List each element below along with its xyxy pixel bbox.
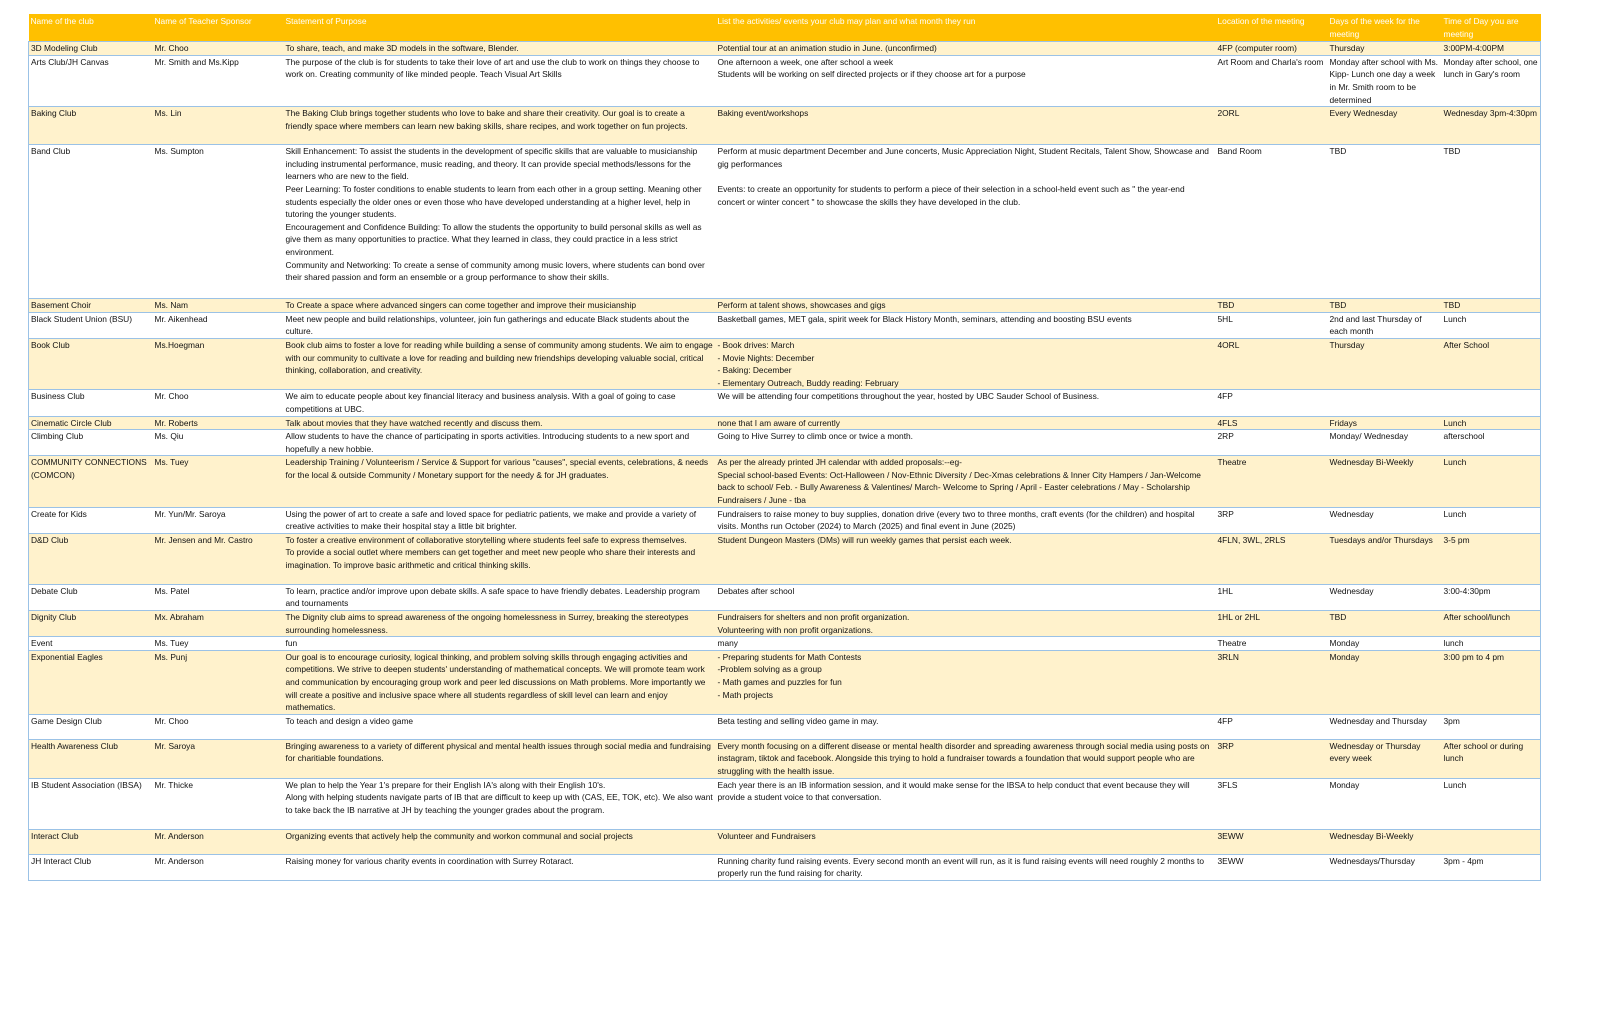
table-row [29, 456, 1541, 507]
purpose-cell: The purpose of the club is for students to take their love of art and use the club to work on things they choose to work on. Creating community of like minded people. Teach Visual Art Skills [284, 55, 716, 106]
days-cell: Every Wednesday [1328, 107, 1442, 145]
days-cell: Wednesday and Thursday [1328, 714, 1442, 739]
purpose-cell: Skill Enhancement: To assist the students in the development of specific skills that are valuable to musicianship including instrumental performance, music reading, and theory. It can provide special methods/lessons for the learners who are new to the field. Peer Learning: To foster conditions to enable students to learn from each other in a group setting. Meaning other students especially the older ones or even those who have developed understanding at a higher level, help in tutoring the younger students. Encouragement and Confidence Building: To allow the students the opportunity to build personal skills as well as give them as many opportunities to practice. What they learned in class, they could practice in a less strict environment. Community and Networking: To create a sense of community among music lovers, where students can bond over their shared passion and form an ensemble or a group performance to show their skills. [284, 145, 716, 299]
purpose-cell: fun [284, 637, 716, 651]
location-cell: Art Room and Charla's room [1216, 55, 1328, 106]
days-cell: Wednesday [1328, 507, 1442, 533]
activities-cell: Baking event/workshops [716, 107, 1216, 145]
purpose-cell: To foster a creative environment of collaborative storytelling where students feel safe to express themselves. To provide a social outlet where members can get together and meet new people who share their interests and imagination. To improve basic arithmetic and critical thinking skills. [284, 533, 716, 584]
table-row [29, 416, 1541, 430]
activities-cell: Fundraisers for shelters and non profit organization. Volunteering with non profit organizations. [716, 611, 1216, 637]
teacher-sponsor-cell: Mr. Jensen and Mr. Castro [153, 533, 284, 584]
table-row [29, 778, 1541, 829]
days-cell: Monday after school with Ms. Kipp- Lunch one day a week in Mr. Smith room to be determined [1328, 55, 1442, 106]
club-name-cell: Baking Club [29, 107, 153, 145]
days-cell: Thursday [1328, 338, 1442, 389]
purpose-cell: The Baking Club brings together students who love to bake and share their creativity. Our goal is to create a friendly space where members can learn new baking skills, share recipes, and work together on fun projects. [284, 107, 716, 145]
club-name-cell: Health Awareness Club [29, 739, 153, 778]
time-cell: After school or during lunch [1442, 739, 1541, 778]
time-cell: Lunch [1442, 507, 1541, 533]
header-statement-of-purpose: Statement of Purpose [284, 14, 716, 42]
purpose-cell: Raising money for various charity events in coordination with Surrey Rotaract. [284, 854, 716, 880]
club-name-cell: 3D Modeling Club [29, 42, 153, 56]
location-cell: 3RLN [1216, 650, 1328, 714]
activities-cell: Debates after school [716, 584, 1216, 610]
days-cell: Wednesday Bi-Weekly [1328, 829, 1442, 854]
time-cell: 3:00PM-4:00PM [1442, 42, 1541, 56]
purpose-cell: Leadership Training / Volunteerism / Service & Support for various "causes", special events, celebrations, & needs for the local & outside Community / Monetary support for the needy & for JH graduates. [284, 456, 716, 507]
teacher-sponsor-cell: Ms. Sumpton [153, 145, 284, 299]
table-row [29, 430, 1541, 456]
location-cell: 4FLN, 3WL, 2RLS [1216, 533, 1328, 584]
club-name-cell: Book Club [29, 338, 153, 389]
activities-cell: Student Dungeon Masters (DMs) will run weekly games that persist each week. [716, 533, 1216, 584]
location-cell: 3EWW [1216, 854, 1328, 880]
location-cell: 2RP [1216, 430, 1328, 456]
teacher-sponsor-cell: Mr. Anderson [153, 829, 284, 854]
time-cell: 3:00 pm to 4 pm [1442, 650, 1541, 714]
days-cell: Fridays [1328, 416, 1442, 430]
time-cell: 3pm [1442, 714, 1541, 739]
teacher-sponsor-cell: Ms. Tuey [153, 456, 284, 507]
teacher-sponsor-cell: Mr. Thicke [153, 778, 284, 829]
purpose-cell: We aim to educate people about key financial literacy and business analysis. With a goal of going to case competitions at UBC. [284, 390, 716, 416]
teacher-sponsor-cell: Ms. Lin [153, 107, 284, 145]
header-activities: List the activities/ events your club may plan and what month they run [716, 14, 1216, 42]
time-cell [1442, 390, 1541, 416]
teacher-sponsor-cell: Ms. Patel [153, 584, 284, 610]
purpose-cell: Bringing awareness to a variety of different physical and mental health issues through social media and fundraising for charitiable foundations. [284, 739, 716, 778]
club-name-cell: Arts Club/JH Canvas [29, 55, 153, 106]
table-row [29, 533, 1541, 584]
time-cell: 3:00-4:30pm [1442, 584, 1541, 610]
club-name-cell: Black Student Union (BSU) [29, 312, 153, 338]
days-cell: Monday/ Wednesday [1328, 430, 1442, 456]
teacher-sponsor-cell: Ms. Nam [153, 299, 284, 313]
activities-cell: none that I am aware of currently [716, 416, 1216, 430]
table-row [29, 637, 1541, 651]
club-name-cell: Business Club [29, 390, 153, 416]
days-cell: Monday [1328, 637, 1442, 651]
table-row [29, 299, 1541, 313]
days-cell: Tuesdays and/or Thursdays [1328, 533, 1442, 584]
header-time: Time of Day you are meeting [1442, 14, 1541, 42]
time-cell: lunch [1442, 637, 1541, 651]
location-cell: 1HL or 2HL [1216, 611, 1328, 637]
teacher-sponsor-cell: Mr. Yun/Mr. Saroya [153, 507, 284, 533]
club-name-cell: Dignity Club [29, 611, 153, 637]
teacher-sponsor-cell: Mr. Smith and Ms.Kipp [153, 55, 284, 106]
teacher-sponsor-cell: Mr. Anderson [153, 854, 284, 880]
days-cell: Monday [1328, 650, 1442, 714]
location-cell: 1HL [1216, 584, 1328, 610]
days-cell: Wednesdays/Thursday [1328, 854, 1442, 880]
location-cell: 4FP [1216, 714, 1328, 739]
purpose-cell: Using the power of art to create a safe and loved space for pediatric patients, we make and provide a variety of creative activities to make their hospital stay a little bit brighter. [284, 507, 716, 533]
table-row [29, 714, 1541, 739]
clubs-table [28, 14, 1541, 881]
club-name-cell: IB Student Association (IBSA) [29, 778, 153, 829]
days-cell: Wednesday or Thursday every week [1328, 739, 1442, 778]
location-cell: 3RP [1216, 739, 1328, 778]
location-cell: Theatre [1216, 637, 1328, 651]
club-name-cell: D&D Club [29, 533, 153, 584]
location-cell: Band Room [1216, 145, 1328, 299]
club-name-cell: Band Club [29, 145, 153, 299]
teacher-sponsor-cell: Mr. Choo [153, 42, 284, 56]
table-row [29, 739, 1541, 778]
header-row [29, 14, 1541, 42]
activities-cell: Perform at music department December and June concerts, Music Appreciation Night, Student Recitals, Talent Show, Showcase and gig performances Events: to create an opportunity for students to perform a piece of their selection in a school-held event such as " the year-end concert or winter concert " to showcase the skills they have developed in the club. [716, 145, 1216, 299]
days-cell: 2nd and last Thursday of each month [1328, 312, 1442, 338]
club-name-cell: Exponential Eagles [29, 650, 153, 714]
time-cell: Lunch [1442, 778, 1541, 829]
purpose-cell: Meet new people and build relationships, volunteer, join fun gatherings and educate Black students about the culture. [284, 312, 716, 338]
location-cell: 5HL [1216, 312, 1328, 338]
activities-cell: Running charity fund raising events. Every second month an event will run, as it is fund raising events will need roughly 2 months to properly run the fund raising for charity. [716, 854, 1216, 880]
time-cell: Lunch [1442, 312, 1541, 338]
activities-cell: We will be attending four competitions throughout the year, hosted by UBC Sauder School of Business. [716, 390, 1216, 416]
club-name-cell: Cinematic Circle Club [29, 416, 153, 430]
days-cell [1328, 390, 1442, 416]
teacher-sponsor-cell: Mr. Roberts [153, 416, 284, 430]
days-cell: TBD [1328, 299, 1442, 313]
time-cell: Lunch [1442, 416, 1541, 430]
teacher-sponsor-cell: Mr. Saroya [153, 739, 284, 778]
time-cell: 3-5 pm [1442, 533, 1541, 584]
activities-cell: Potential tour at an animation studio in June. (unconfirmed) [716, 42, 1216, 56]
club-name-cell: Event [29, 637, 153, 651]
activities-cell: Every month focusing on a different disease or mental health disorder and spreading awareness through social media using posts on instagram, tiktok and facebook. Alongside this trying to hold a fundraiser towards a foundation that would support people who are struggling with the health issue. [716, 739, 1216, 778]
time-cell: Monday after school, one lunch in Gary's room [1442, 55, 1541, 106]
activities-cell: Volunteer and Fundraisers [716, 829, 1216, 854]
days-cell: Wednesday [1328, 584, 1442, 610]
table-row [29, 584, 1541, 610]
teacher-sponsor-cell: Mx. Abraham [153, 611, 284, 637]
time-cell: Lunch [1442, 456, 1541, 507]
location-cell: TBD [1216, 299, 1328, 313]
activities-cell: Each year there is an IB information session, and it would make sense for the IBSA to help conduct that event because they will provide a student voice to that conversation. [716, 778, 1216, 829]
purpose-cell: Our goal is to encourage curiosity, logical thinking, and problem solving skills through engaging activities and competitions. We strive to deepen students' understanding of mathematical concepts. We will promote team work and communication by encouraging group work and peer led discussions on Math problems. More importantly we will create a positive and inclusive space where all students regardless of skill level can learn and enjoy mathematics. [284, 650, 716, 714]
purpose-cell: Book club aims to foster a love for reading while building a sense of community among students. We aim to engage with our community to cultivate a love for reading and building new friendships developing valuable social, critical thinking, collaboration, and creativity. [284, 338, 716, 389]
activities-cell: Going to Hive Surrey to climb once or twice a month. [716, 430, 1216, 456]
club-name-cell: Basement Choir [29, 299, 153, 313]
location-cell: 4FP [1216, 390, 1328, 416]
activities-cell: As per the already printed JH calendar with added proposals:--eg- Special school-based Events: Oct-Halloween / Nov-Ethnic Diversity / Dec-Xmas celebrations & Inner City Hampers / Jan-Welcome back to school/ Feb. - Bully Awareness & Valentines/ March- Welcome to Spring / April - Easter celebrations / May - Scholarship Fundraisers / June - tba [716, 456, 1216, 507]
header-teacher-sponsor: Name of Teacher Sponsor [153, 14, 284, 42]
teacher-sponsor-cell: Mr. Aikenhead [153, 312, 284, 338]
teacher-sponsor-cell: Ms. Tuey [153, 637, 284, 651]
teacher-sponsor-cell: Ms. Qiu [153, 430, 284, 456]
time-cell: Wednesday 3pm-4:30pm [1442, 107, 1541, 145]
activities-cell: many [716, 637, 1216, 651]
header-days: Days of the week for the meeting [1328, 14, 1442, 42]
activities-cell: Basketball games, MET gala, spirit week for Black History Month, seminars, attending and boosting BSU events [716, 312, 1216, 338]
location-cell: Theatre [1216, 456, 1328, 507]
purpose-cell: Organizing events that actively help the community and workon communal and social projects [284, 829, 716, 854]
table-row [29, 55, 1541, 106]
time-cell: TBD [1442, 145, 1541, 299]
club-name-cell: JH Interact Club [29, 854, 153, 880]
location-cell: 4ORL [1216, 338, 1328, 389]
table-row [29, 854, 1541, 880]
table-row [29, 42, 1541, 56]
time-cell: afterschool [1442, 430, 1541, 456]
days-cell: Wednesday Bi-Weekly [1328, 456, 1442, 507]
purpose-cell: To learn, practice and/or improve upon debate skills. A safe space to have friendly debates. Leadership program and tournaments [284, 584, 716, 610]
purpose-cell: Allow students to have the chance of participating in sports activities. Introducing students to a new sport and hopefully a new hobbie. [284, 430, 716, 456]
club-name-cell: Game Design Club [29, 714, 153, 739]
table-row [29, 338, 1541, 389]
teacher-sponsor-cell: Mr. Choo [153, 714, 284, 739]
table-row [29, 107, 1541, 145]
days-cell: Thursday [1328, 42, 1442, 56]
purpose-cell: To share, teach, and make 3D models in the software, Blender. [284, 42, 716, 56]
table-row [29, 650, 1541, 714]
location-cell: 3RP [1216, 507, 1328, 533]
time-cell: TBD [1442, 299, 1541, 313]
location-cell: 3EWW [1216, 829, 1328, 854]
club-name-cell: Interact Club [29, 829, 153, 854]
header-location: Location of the meeting [1216, 14, 1328, 42]
club-name-cell: Create for Kids [29, 507, 153, 533]
time-cell [1442, 829, 1541, 854]
time-cell: After school/lunch [1442, 611, 1541, 637]
club-name-cell: COMMUNITY CONNECTIONS (COMCON) [29, 456, 153, 507]
table-row [29, 312, 1541, 338]
table-row [29, 829, 1541, 854]
activities-cell: - Preparing students for Math Contests -Problem solving as a group - Math games and puzzles for fun - Math projects [716, 650, 1216, 714]
table-row [29, 145, 1541, 299]
table-row [29, 507, 1541, 533]
days-cell: Monday [1328, 778, 1442, 829]
table-row [29, 390, 1541, 416]
teacher-sponsor-cell: Mr. Choo [153, 390, 284, 416]
activities-cell: Perform at talent shows, showcases and gigs [716, 299, 1216, 313]
club-name-cell: Climbing Club [29, 430, 153, 456]
purpose-cell: To Create a space where advanced singers can come together and improve their musicianship [284, 299, 716, 313]
purpose-cell: We plan to help the Year 1's prepare for their English IA's along with their English 10's. Along with helping students navigate parts of IB that are difficult to keep up with (CAS, EE, TOK, etc). We also want to take back the IB narrative at JH by teaching the younger grades about the program. [284, 778, 716, 829]
location-cell: 2ORL [1216, 107, 1328, 145]
purpose-cell: Talk about movies that they have watched recently and discuss them. [284, 416, 716, 430]
location-cell: 4FLS [1216, 416, 1328, 430]
time-cell: After School [1442, 338, 1541, 389]
purpose-cell: The Dignity club aims to spread awareness of the ongoing homelessness in Surrey, breaking the stereotypes surrounding homelessness. [284, 611, 716, 637]
activities-cell: Beta testing and selling video game in may. [716, 714, 1216, 739]
club-name-cell: Debate Club [29, 584, 153, 610]
table-body [29, 42, 1541, 881]
activities-cell: Fundraisers to raise money to buy supplies, donation drive (every two to three months, craft events (for the children) and hospital visits. Months run October (2024) to March (2025) and final event in June (2025) [716, 507, 1216, 533]
days-cell: TBD [1328, 145, 1442, 299]
teacher-sponsor-cell: Ms.Hoegman [153, 338, 284, 389]
table-row [29, 611, 1541, 637]
time-cell: 3pm - 4pm [1442, 854, 1541, 880]
activities-cell: - Book drives: March - Movie Nights: December - Baking: December - Elementary Outreach, Buddy reading: February [716, 338, 1216, 389]
location-cell: 3FLS [1216, 778, 1328, 829]
teacher-sponsor-cell: Ms. Punj [153, 650, 284, 714]
activities-cell: One afternoon a week, one after school a week Students will be working on self directed projects or if they choose art for a purpose [716, 55, 1216, 106]
header-club-name: Name of the club [29, 14, 153, 42]
purpose-cell: To teach and design a video game [284, 714, 716, 739]
table-header [29, 14, 1541, 42]
days-cell: TBD [1328, 611, 1442, 637]
location-cell: 4FP (computer room) [1216, 42, 1328, 56]
